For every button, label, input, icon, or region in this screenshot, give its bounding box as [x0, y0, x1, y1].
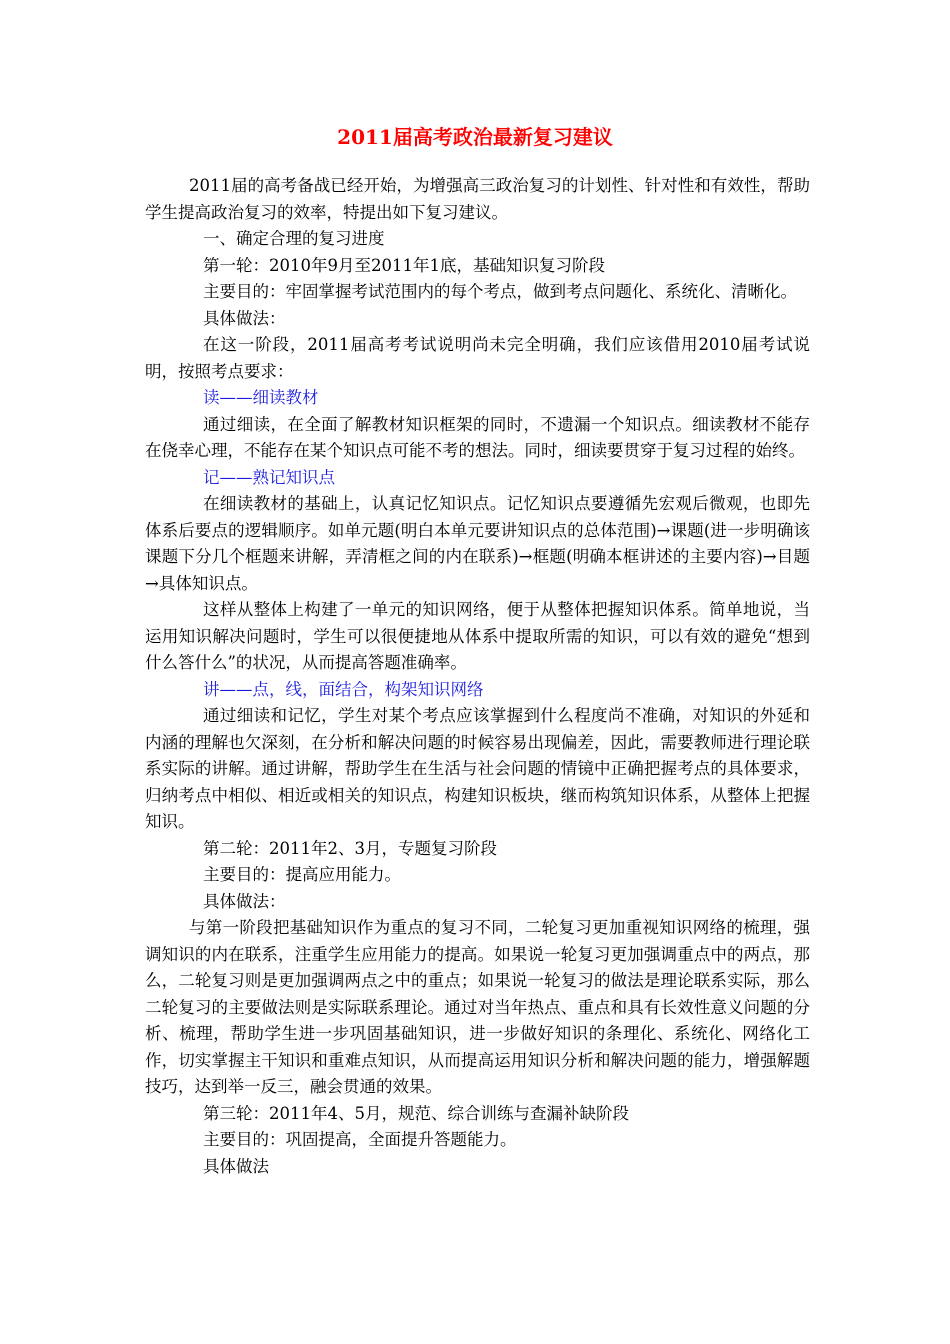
subheading: 讲——点，线，面结合，构架知识网络	[203, 679, 484, 699]
document-body	[145, 173, 810, 1180]
subheading: 读——细读教材	[203, 388, 319, 407]
paragraph: 2011届的高考备战已经开始，为增强高三政治复习的计划性、针对性和有效性，帮助学生提高政治复习的效率，特提出如下复习建议。	[145, 176, 810, 222]
paragraph: 具体做法	[203, 1156, 269, 1176]
paragraph: 与第一阶段把基础知识作为重点的复习不同，二轮复习更加重视知识网络的梳理，强调知识的内在联系，注重学生应用能力的提高。如果说一轮复习更加强调重点中的两点，那么，二轮复习则是更加强调两点之中的重点；如果说一轮复习的做法是理论联系实际，那么二轮复习的主要做法则是实际联系理论。通过对当年热点、重点和具有长效性意义问题的分析、梳理，帮助学生进一步巩固基础知识，进一步做好知识的条理化、系统化、网络化工作，切实掌握主干知识和重难点知识，从而提高运用知识分析和解决问题的能力，增强解题技巧，达到举一反三，融会贯通的效果。	[145, 918, 810, 1096]
paragraph: 在细读教材的基础上，认真记忆知识点。记忆知识点要遵循先宏观后微观，也即先体系后要点的逻辑顺序。如单元题(明白本单元要讲知识点的总体范围)→课题(进一步明确该课题下分几个框题来讲解，弄清框之间的内在联系)→框题(明确本框讲述的主要内容)→目题→具体知识点。	[145, 494, 810, 593]
paragraph: 通过细读，在全面了解教材知识框架的同时，不遗漏一个知识点。细读教材不能存在侥幸心理，不能存在某个知识点可能不考的想法。同时，细读要贯穿于复习过程的始终。	[145, 414, 810, 460]
paragraph: 第一轮：2010年9月至2011年1底，基础知识复习阶段	[203, 255, 605, 275]
paragraph: 这样从整体上构建了一单元的知识网络，便于从整体把握知识体系。简单地说，当运用知识解决问题时，学生可以很便捷地从体系中提取所需的知识，可以有效的避免“想到什么答什么”的状况，从而提高答题准确率。	[145, 600, 810, 672]
paragraph: 在这一阶段，2011届高考考试说明尚未完全明确，我们应该借用2010届考试说明，按照考点要求：	[145, 335, 810, 381]
paragraph: 具体做法：	[203, 308, 286, 328]
paragraph: 通过细读和记忆，学生对某个考点应该掌握到什么程度尚不准确，对知识的外延和内涵的理解也欠深刻，在分析和解决问题的时候容易出现偏差，因此，需要教师进行理论联系实际的讲解。通过讲解，帮助学生在生活与社会问题的情镜中正确把握考点的具体要求，归纳考点中相似、相近或相关的知识点，构建知识板块，继而构筑知识体系，从整体上把握知识。	[145, 706, 810, 831]
paragraph: 具体做法：	[203, 891, 286, 911]
paragraph: 主要目的：巩固提高，全面提升答题能力。	[203, 1130, 517, 1149]
paragraph: 主要目的：提高应用能力。	[203, 865, 401, 884]
subheading: 记——熟记知识点	[203, 467, 335, 487]
paragraph: 第二轮：2011年2、3月，专题复习阶段	[203, 838, 497, 858]
paragraph: 第三轮：2011年4、5月，规范、综合训练与查漏补缺阶段	[203, 1103, 629, 1123]
paragraph: 主要目的：牢固掌握考试范围内的每个考点，做到考点问题化、系统化、清晰化。	[203, 282, 797, 301]
paragraph: 一、确定合理的复习进度	[203, 229, 385, 248]
document-title: 2011届高考政治最新复习建议	[337, 125, 613, 149]
